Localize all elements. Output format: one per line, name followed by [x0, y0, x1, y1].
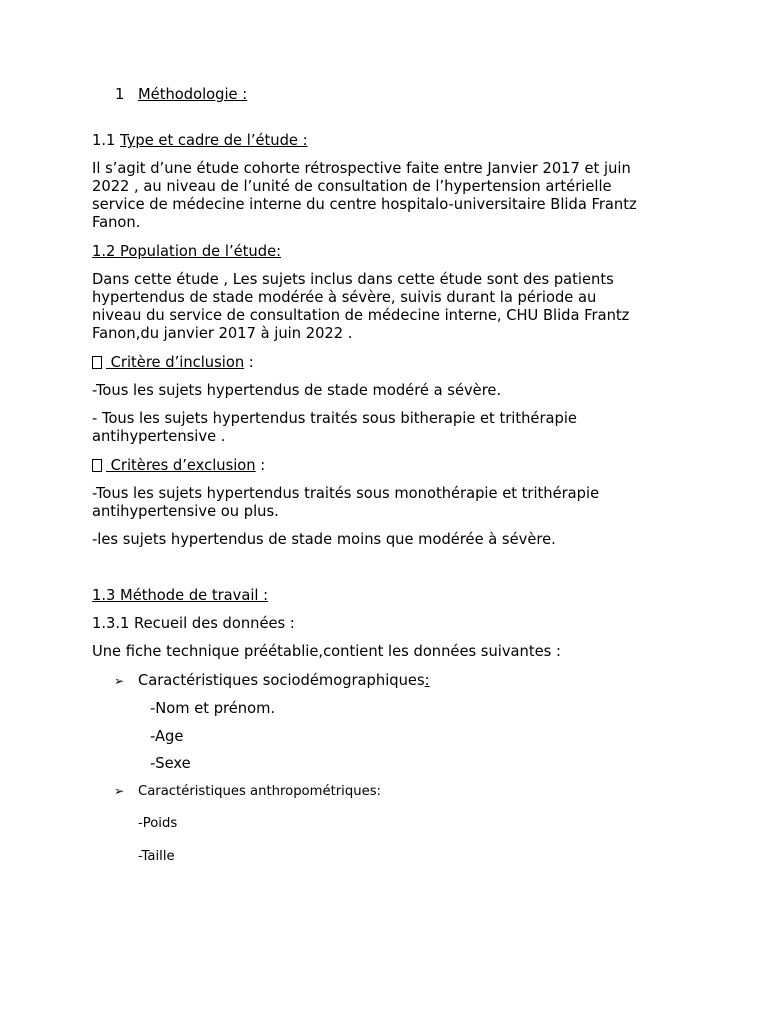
- heading-title: Méthodologie :: [138, 86, 248, 103]
- inclusion-heading: [92, 354, 254, 372]
- exclusion-item-1-line-1: -Tous les sujets hypertendus traités sous monothérapie et trithérapie: [92, 485, 600, 502]
- heading-number: 1: [115, 86, 125, 103]
- fiche-intro: Une fiche technique préétablie,contient les données suivantes :: [92, 643, 561, 660]
- paragraph-1-line-2: 2022 , au niveau de l’unité de consultation de l’hypertension artérielle: [92, 178, 612, 195]
- paragraph-2-line-1: Dans cette étude , Les sujets inclus dans cette étude sont des patients: [92, 271, 614, 288]
- bullet-socio-colon: :: [424, 672, 430, 689]
- checkbox-glyph-icon: [92, 356, 102, 369]
- bullet-socio: [114, 672, 430, 690]
- paragraph-1-line-1: Il s’agit d’une étude cohorte rétrospective faite entre Janvier 2017 et juin: [92, 160, 631, 177]
- arrow-bullet-icon: ➢: [114, 784, 125, 798]
- arrow-bullet-icon: ➢: [114, 674, 125, 688]
- exclusion-title: Critères d’exclusion: [106, 457, 256, 474]
- paragraph-2-line-3: niveau du service de consultation de médecine interne, CHU Blida Frantz: [92, 307, 630, 324]
- anthro-item: -Poids: [138, 816, 178, 831]
- paragraph-1-line-4: Fanon.: [92, 214, 141, 231]
- section-1-2-title: Population de l’étude:: [115, 243, 282, 260]
- exclusion-item-1-line-2: antihypertensive ou plus.: [92, 503, 279, 520]
- paragraph-2-line-4: Fanon,du janvier 2017 à juin 2022 .: [92, 325, 353, 342]
- inclusion-item-1: -Tous les sujets hypertendus de stade modéré a sévère.: [92, 382, 502, 399]
- socio-item: -Sexe: [150, 755, 191, 772]
- bullet-anthro: [114, 782, 381, 801]
- inclusion-title: Critère d’inclusion: [106, 354, 245, 371]
- checkbox-glyph-icon: [92, 459, 102, 472]
- bullet-anthro-label: Caractéristiques anthropométriques:: [138, 784, 382, 799]
- section-1-1-number: 1.1: [92, 132, 121, 149]
- socio-item: -Age: [150, 728, 184, 745]
- socio-item: -Nom et prénom.: [150, 700, 276, 717]
- exclusion-heading: [92, 457, 265, 475]
- paragraph-2-line-2: hypertendus de stade modérée à sévère, suivis durant la période au: [92, 289, 597, 306]
- paragraph-1-line-3: service de médecine interne du centre hospitalo-universitaire Blida Frantz: [92, 196, 637, 213]
- bullet-socio-label: Caractéristiques sociodémographiques: [138, 672, 425, 689]
- inclusion-item-2-line-2: antihypertensive .: [92, 428, 226, 445]
- inclusion-suffix: :: [244, 354, 254, 371]
- anthro-item: -Taille: [138, 849, 175, 864]
- section-1-1: [92, 132, 308, 150]
- section-1-3-1: 1.3.1 Recueil des données :: [92, 615, 295, 632]
- exclusion-item-2: -les sujets hypertendus de stade moins que modérée à sévère.: [92, 531, 556, 548]
- section-1-2: [92, 243, 281, 261]
- inclusion-item-2-line-1: - Tous les sujets hypertendus traités sous bitherapie et trithérapie: [92, 410, 577, 427]
- section-1-1-title: Type et cadre de l’étude :: [120, 132, 308, 149]
- section-1-3: 1.3 Méthode de travail :: [92, 587, 269, 604]
- exclusion-suffix: :: [255, 457, 266, 474]
- section-1-2-number: 1.2: [92, 243, 116, 260]
